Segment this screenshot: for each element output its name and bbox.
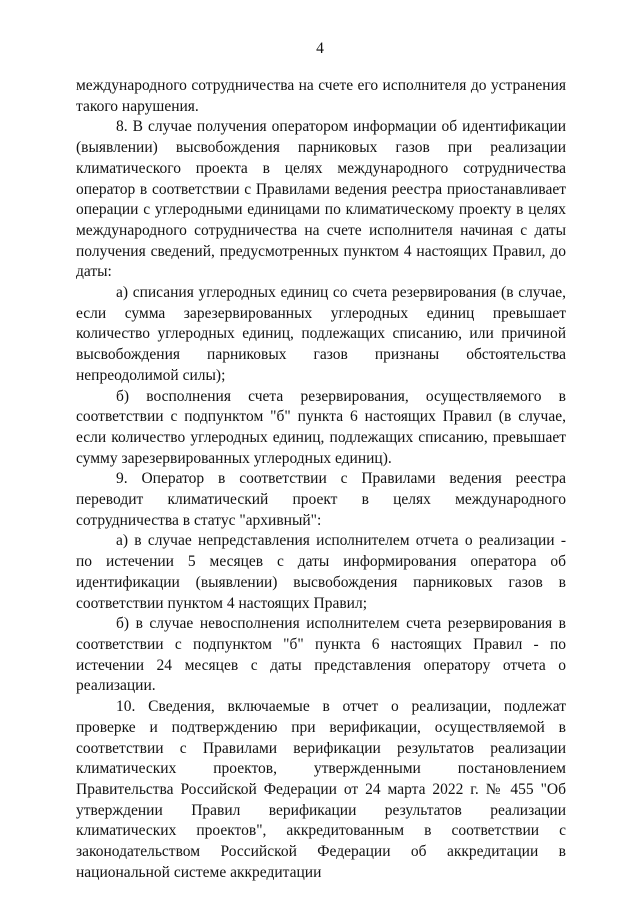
subparagraph-9b: б) в случае невосполнения исполнителем счета резервирования в соответствии с подпунктом "б" пункта 6 настоящих Правил - по истечении 24 месяцев с даты представления оператору отчета о реализации.	[76, 615, 566, 695]
paragraph-8: 8. В случае получения оператором информации об идентификации (выявлении) высвобождения парниковых газов при реализации климатического проекта в целях международного сотрудничества оператор в соответствии с Правилами ведения реестра приостанавливает операции с углеродными единицами по климатическому проекту в целях международного сотрудничества на счете исполнителя начиная с даты получения сведений, предусмотренных пунктом 4 настоящих Правил, до даты:	[76, 118, 566, 281]
document-body	[76, 76, 566, 883]
paragraph-9: 9. Оператор в соответствии с Правилами ведения реестра переводит климатический проект в целях международного сотрудничества в статус "архивный":	[76, 470, 566, 529]
paragraph-10: 10. Сведения, включаемые в отчет о реализации, подлежат проверке и подтверждению при верификации, осуществляемой в соответствии с Правилами верификации результатов реализации климатических проектов, утвержденными постановлением Правительства Российской Федерации от 24 марта 2022 г. № 455 "Об утверждении Правил верификации результатов реализации климатических проектов", аккредитованным в соответствии с законодательством Российской Федерации об аккредитации в национальной системе аккредитации	[76, 698, 566, 881]
subparagraph-9a: а) в случае непредставления исполнителем отчета о реализации - по истечении 5 месяцев с даты информирования оператора об идентификации (выявлении) высвобождения парниковых газов в соответствии пунктом 4 настоящих Правил;	[76, 532, 566, 612]
subparagraph-8b: б) восполнения счета резервирования, осуществляемого в соответствии с подпунктом "б" пункта 6 настоящих Правил (в случае, если количество углеродных единиц, подлежащих списанию, превышает сумму зарезервированных углеродных единиц).	[76, 387, 566, 467]
page-number: 4	[316, 40, 324, 57]
paragraph-continuation: международного сотрудничества на счете его исполнителя до устранения такого нарушения.	[76, 77, 566, 115]
subparagraph-8a: а) списания углеродных единиц со счета резервирования (в случае, если сумма зарезервированных углеродных единиц превышает количество углеродных единиц, подлежащих списанию, или причиной высвобождения парниковых газов признаны обстоятельства непреодолимой силы);	[76, 284, 566, 384]
